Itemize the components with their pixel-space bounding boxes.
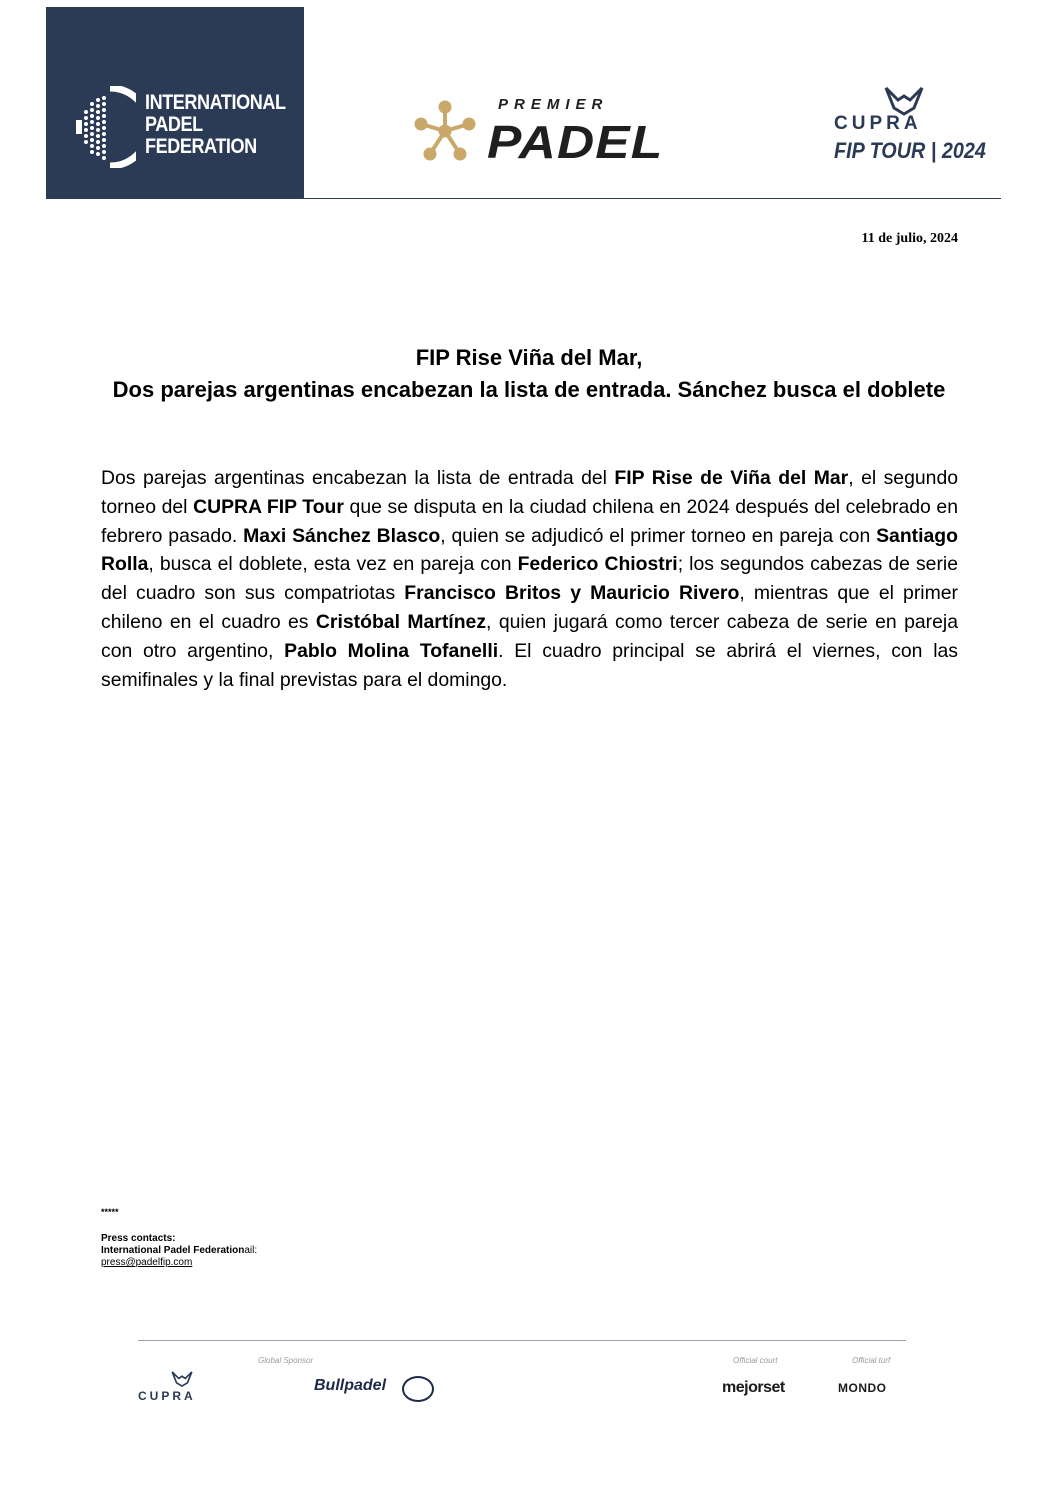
title-line-1: FIP Rise Viña del Mar,: [415, 345, 643, 370]
fip-line-1: INTERNATIONAL: [145, 91, 286, 114]
press-contacts-org: [101, 1245, 257, 1257]
body-segment: que se disputa en la ciudad chilena en 2024 después del celebrado en febrero pasado.: [101, 495, 958, 547]
body-segment: , mientras que el primer chileno en el cuadro es: [101, 582, 958, 633]
footer-cupra-wordmark: CUPRA: [138, 1389, 196, 1403]
fip-tour-2024-wordmark: FIP TOUR | 2024: [834, 138, 986, 163]
bullpadel-emblem-icon: [402, 1376, 434, 1402]
fip-line-3: FEDERATION: [145, 135, 257, 158]
body-segment: , quien jugará como tercer cabeza de serie en pareja con otro argentino,: [101, 610, 959, 662]
body-bold-segment: Pablo Molina Tofanelli: [284, 639, 499, 662]
cupra-logo-icon: [882, 86, 926, 116]
fip-line-2: PADEL: [145, 113, 203, 136]
body-bold-segment: Cristóbal Martínez: [315, 610, 487, 633]
premier-wordmark: PREMIER: [498, 96, 609, 113]
press-contacts: [101, 1233, 257, 1269]
cupra-wordmark: CUPRA: [834, 113, 922, 134]
body-bold-segment: Federico Chiostri: [517, 553, 678, 576]
title-line-2: Dos parejas argentinas encabezan la lista de entrada. Sánchez busca el doblete: [112, 377, 946, 402]
press-release-date: 11 de julio, 2024: [861, 231, 958, 246]
body-bold-segment: CUPRA FIP Tour: [193, 495, 344, 518]
end-marker: *****: [101, 1207, 119, 1217]
footer-mondo-wordmark: MONDO: [838, 1381, 887, 1395]
press-org-suffix: ail:: [244, 1245, 258, 1256]
press-org-name: International Padel Federation: [101, 1245, 245, 1256]
press-email-link[interactable]: press@padelfip.com: [101, 1257, 193, 1268]
body-segment: , quien se adjudicó el primer torneo en pareja con: [440, 524, 877, 547]
body-bold-segment: FIP Rise de Viña del Mar: [614, 467, 849, 489]
fip-logo-icon: [76, 86, 136, 168]
press-release-body: [101, 464, 958, 694]
footer-divider: [138, 1340, 906, 1341]
official-court-label: Official court: [733, 1356, 778, 1365]
body-segment: Dos parejas argentinas encabezan la lista de entrada del: [101, 467, 615, 489]
body-segment: , busca el doblete, esta vez en pareja con: [148, 553, 518, 576]
footer-mejorset-wordmark: mejorset: [722, 1379, 785, 1396]
global-sponsor-label: Global Sponsor: [258, 1356, 314, 1365]
padel-wordmark: PADEL: [487, 116, 664, 168]
body-segment: ; los segundos cabezas de serie del cuadro son sus compatriotas: [101, 553, 958, 605]
press-release-title: [100, 342, 958, 406]
body-bold-segment: Santiago Rolla: [101, 524, 958, 576]
footer-cupra-logo-icon: [170, 1370, 194, 1388]
body-bold-segment: Maxi Sánchez Blasco: [243, 524, 441, 547]
body-segment: . El cuadro principal se abrirá el viernes, con las semifinales y la final previstas para el domingo.: [101, 639, 958, 691]
footer-bullpadel-wordmark: Bullpadel: [314, 1377, 387, 1394]
press-contacts-heading: Press contacts:: [101, 1233, 176, 1244]
body-segment: , el segundo torneo del: [101, 467, 959, 518]
body-bold-segment: Francisco Britos y Mauricio Rivero: [404, 582, 740, 605]
fip-wordmark: [145, 92, 286, 158]
header-divider: [304, 198, 1001, 199]
official-turf-label: Official turf: [852, 1356, 891, 1365]
premier-padel-logo-icon: [412, 100, 478, 164]
